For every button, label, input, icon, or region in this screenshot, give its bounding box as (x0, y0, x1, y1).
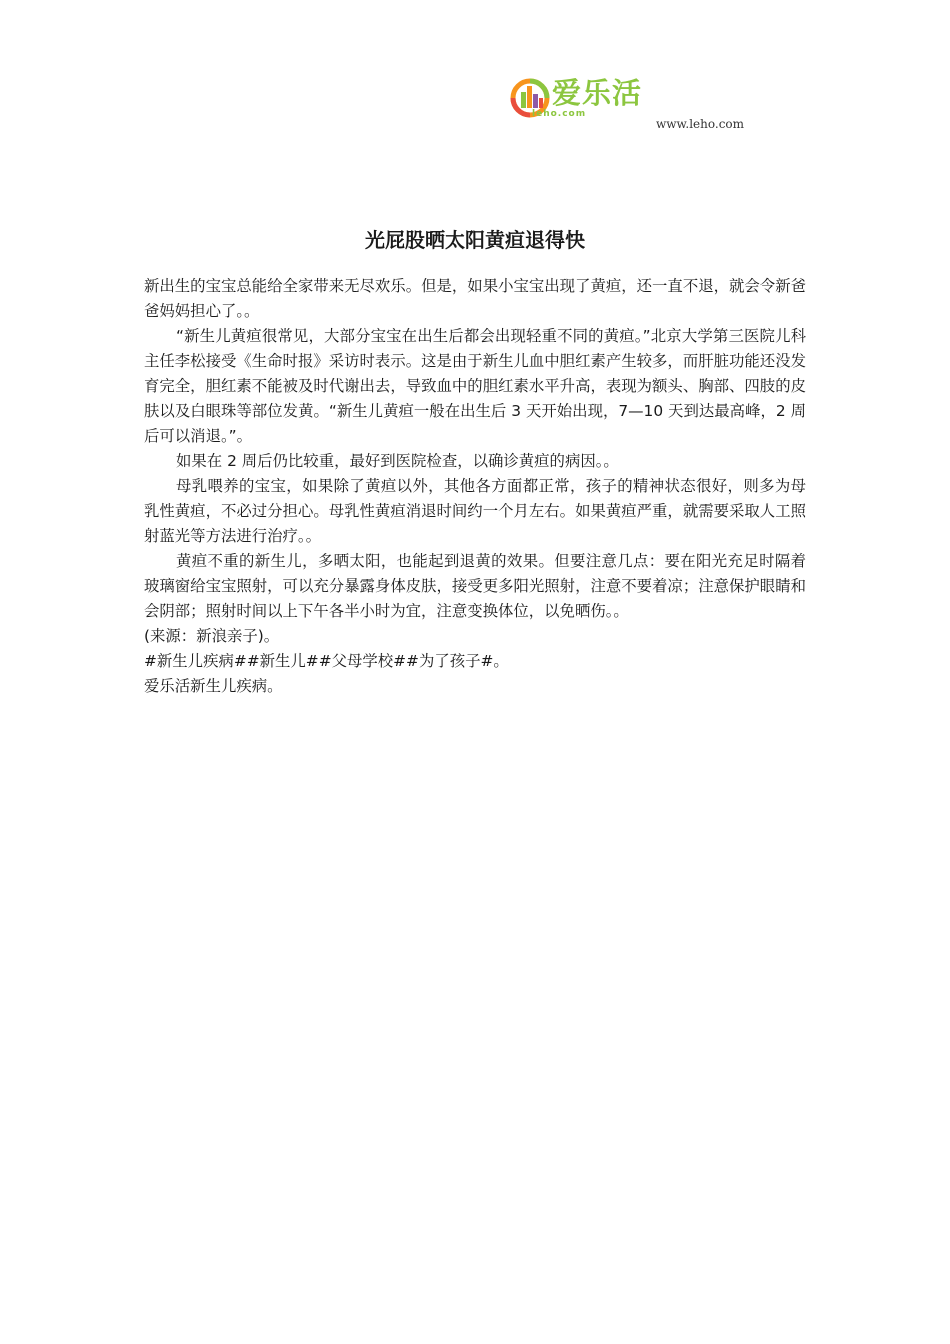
paragraph-category: 爱乐活新生儿疾病。 (144, 677, 283, 695)
paragraph-breastfeeding: 母乳喂养的宝宝，如果除了黄疸以外，其他各方面都正常，孩子的精神状态很好，则多为母乳性黄疸，不必过分担心。母乳性黄疸消退时间约一个月左右。如果黄疸严重，就需要采取人工照射蓝光等方法进行治疗。。 (144, 477, 806, 545)
logo-wordmark: 爱乐活 (552, 76, 643, 110)
paragraph-source: (来源：新浪亲子)。 (144, 627, 280, 645)
site-logo[interactable] (506, 72, 666, 128)
article-title: 光屁股晒太阳黄疸退得快 (365, 228, 585, 252)
paragraph-expert-quote: “新生儿黄疸很常见，大部分宝宝在出生后都会出现轻重不同的黄疸。”北京大学第三医院儿科主任李松接受《生命时报》采访时表示。这是由于新生儿血中胆红素产生较多，而肝脏功能还没发育完全，胆红素不能被及时代谢出去，导致血中的胆红素水平升高，表现为额头、胸部、四肢的皮肤以及白眼珠等部位发黄。“新生儿黄疸一般在出生后 3 天开始出现，7—10 天到达最高峰，2 周后可以消退。”。 (144, 327, 806, 445)
paragraph-intro: 新出生的宝宝总能给全家带来无尽欢乐。但是，如果小宝宝出现了黄疸，还一直不退，就会令新爸爸妈妈担心了。。 (144, 277, 806, 320)
paragraph-tags: #新生儿疾病##新生儿##父母学校##为了孩子#。 (144, 652, 509, 670)
article-body (144, 274, 806, 699)
logo-domain: leho.com (532, 109, 587, 119)
paragraph-hospital-advice: 如果在 2 周后仍比较重，最好到医院检查，以确诊黄疸的病因。。 (176, 452, 619, 470)
site-url[interactable]: www.leho.com (656, 117, 745, 131)
paragraph-sunlight: 黄疸不重的新生儿，多晒太阳，也能起到退黄的效果。但要注意几点：要在阳光充足时隔着玻璃窗给宝宝照射，可以充分暴露身体皮肤，接受更多阳光照射，注意不要着凉；注意保护眼睛和会阴部；照射时间以上下午各半小时为宜，注意变换体位，以免晒伤。。 (144, 552, 806, 620)
